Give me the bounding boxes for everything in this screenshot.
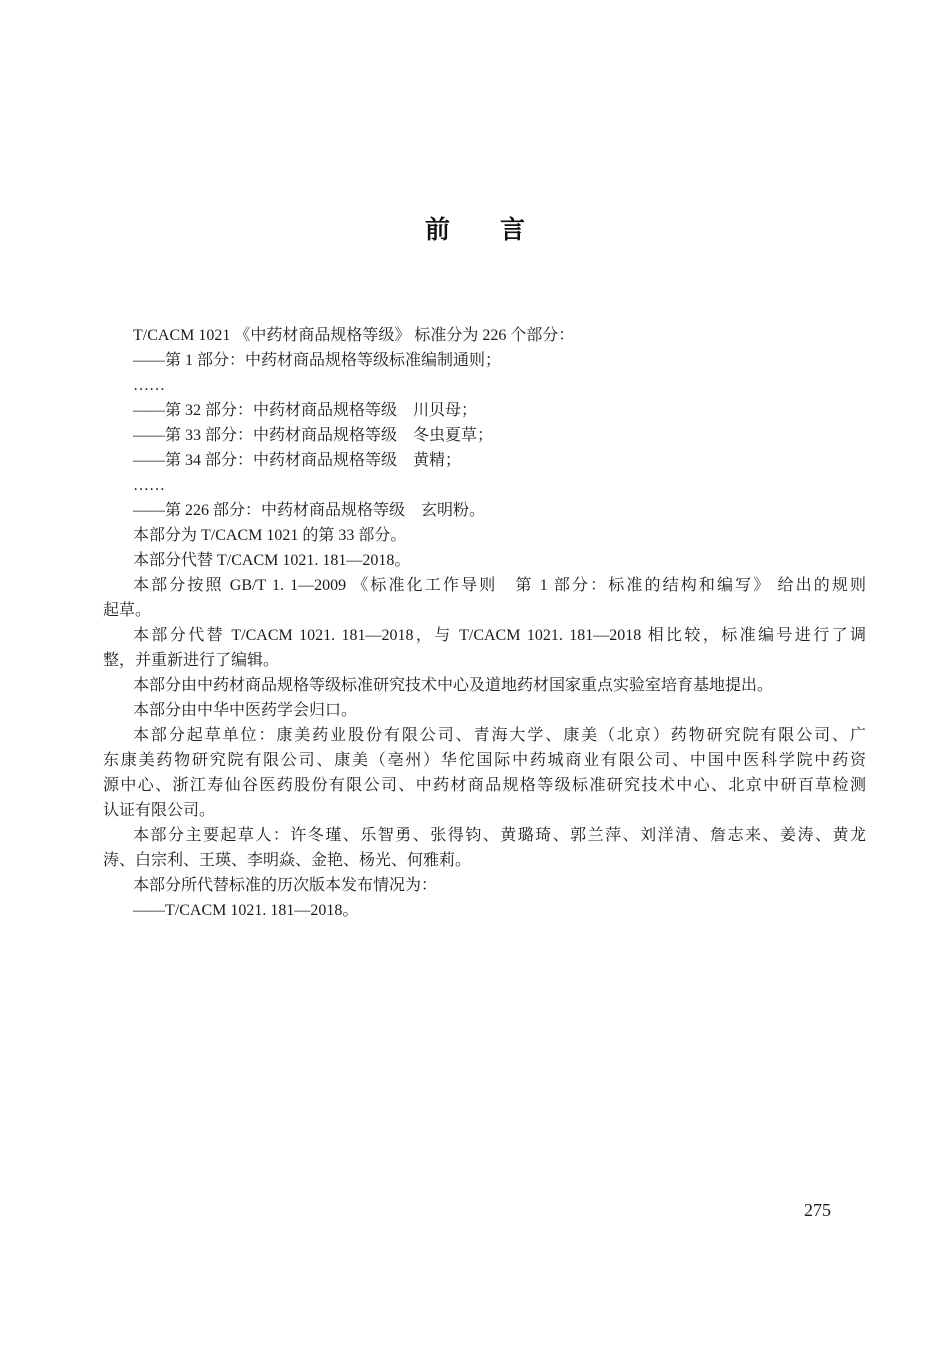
foreword-line: 本部分起草单位：康美药业股份有限公司、青海大学、康美（北京）药物研究院有限公司、广 [133, 727, 866, 744]
foreword-line: 认证有限公司。 [103, 802, 216, 819]
foreword-body [103, 323, 866, 923]
foreword-line: 本部分代替 T/CACM 1021. 181—2018。 [133, 552, 411, 569]
foreword-line: 本部分由中华中医药学会归口。 [133, 702, 358, 719]
foreword-line: 涛、白宗利、王瑛、李明焱、金艳、杨光、何雅莉。 [103, 852, 472, 869]
foreword-line: 本部分主要起草人：许冬瑾、乐智勇、张得钧、黄璐琦、郭兰萍、刘洋清、詹志来、姜涛、黄龙 [133, 827, 866, 844]
foreword-line: ——T/CACM 1021. 181—2018。 [133, 902, 359, 919]
foreword-title: 前 言 [424, 216, 525, 244]
foreword-line: …… [133, 477, 165, 494]
foreword-line: 起草。 [103, 602, 152, 619]
foreword-line: ——第 226 部分：中药材商品规格等级 玄明粉。 [133, 502, 486, 519]
page-number: 275 [804, 1200, 831, 1220]
foreword-line: …… [133, 377, 165, 394]
foreword-line: 东康美药物研究院有限公司、康美（亳州）华佗国际中药城商业有限公司、中国中医科学院中药资 [103, 752, 866, 769]
foreword-line: 本部分代替 T/CACM 1021. 181—2018，与 T/CACM 1021. 181—2018 相比较，标准编号进行了调 [133, 627, 866, 644]
foreword-line: 本部分按照 GB/T 1. 1—2009 《标准化工作导则 第 1 部分：标准的结构和编写》 给出的规则 [133, 577, 866, 594]
foreword-line: T/CACM 1021 《中药材商品规格等级》 标准分为 226 个部分： [133, 327, 575, 344]
foreword-line: ——第 34 部分：中药材商品规格等级 黄精； [133, 452, 462, 469]
foreword-line: ——第 32 部分：中药材商品规格等级 川贝母； [133, 402, 478, 419]
foreword-line: ——第 1 部分：中药材商品规格等级标准编制通则； [133, 352, 502, 369]
foreword-line: 本部分由中药材商品规格等级标准研究技术中心及道地药材国家重点实验室培育基地提出。 [133, 677, 774, 694]
foreword-line: 本部分为 T/CACM 1021 的第 33 部分。 [133, 527, 407, 544]
foreword-line: 整，并重新进行了编辑。 [103, 652, 280, 669]
foreword-line: ——第 33 部分：中药材商品规格等级 冬虫夏草； [133, 427, 494, 444]
foreword-line: 源中心、浙江寿仙谷医药股份有限公司、中药材商品规格等级标准研究技术中心、北京中研百草检测 [103, 777, 866, 794]
foreword-line: 本部分所代替标准的历次版本发布情况为： [133, 877, 438, 894]
